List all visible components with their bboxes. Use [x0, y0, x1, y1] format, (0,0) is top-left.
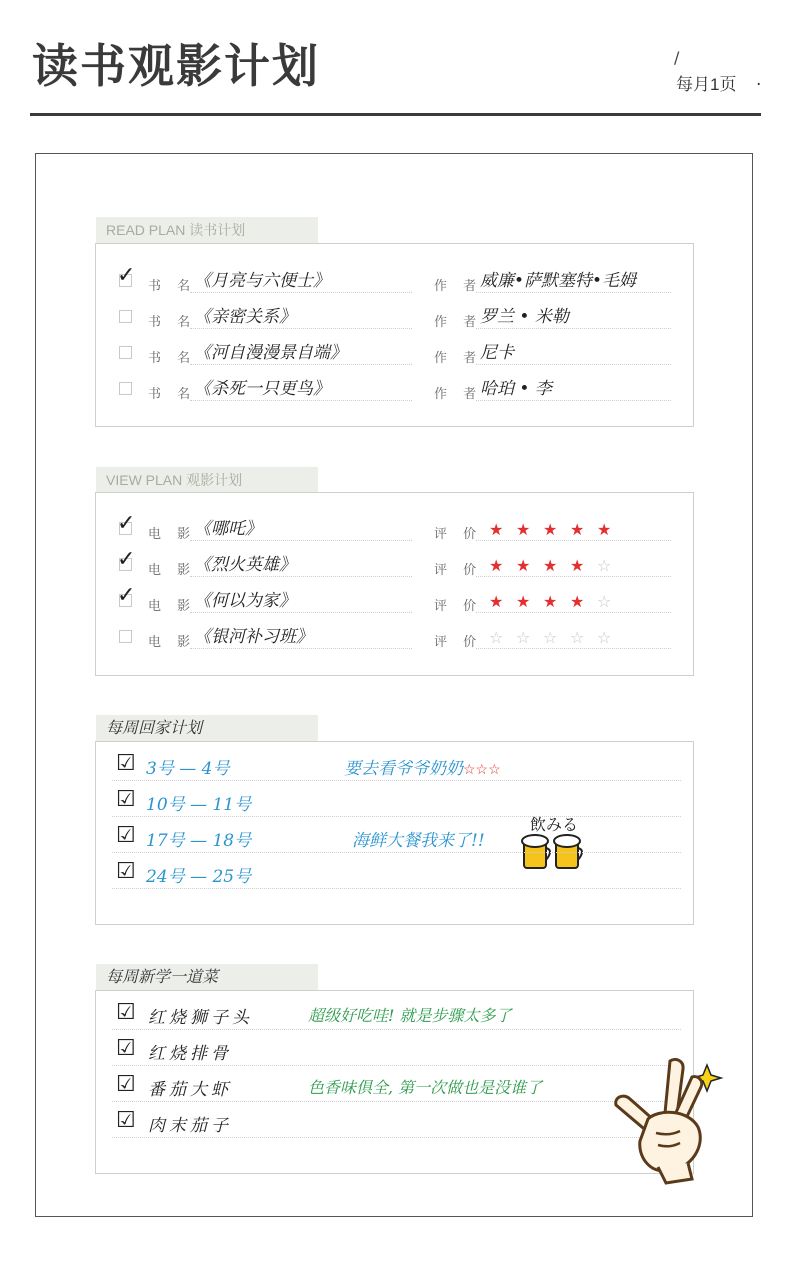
star-icon: ☆☆☆: [463, 762, 501, 778]
star-icon[interactable]: ★: [570, 520, 585, 539]
star-icon[interactable]: ☆: [516, 628, 531, 647]
dotted-underline: [476, 292, 671, 293]
visit-dates: 24号 — 25号: [146, 867, 252, 887]
view-plan-row: [96, 582, 695, 618]
empty-checkbox-icon[interactable]: [119, 310, 132, 323]
star-icon[interactable]: ☆: [597, 628, 612, 647]
peace-sign-hand-icon: [612, 1055, 724, 1185]
star-rating: [489, 520, 624, 538]
view-plan-box: [95, 492, 694, 676]
star-icon[interactable]: ★: [516, 556, 531, 575]
book-title: 《月亮与六便士》: [194, 271, 330, 291]
dotted-underline: [112, 852, 681, 853]
empty-checkbox-icon[interactable]: [119, 382, 132, 395]
visit-note-text: 要去看爷爷奶奶: [344, 759, 463, 779]
read-plan-row: [96, 262, 695, 298]
checkmark-icon[interactable]: ☑: [116, 1000, 136, 1025]
cook-plan-row: [96, 995, 695, 1031]
checkmark-icon: ✓: [117, 583, 136, 608]
movie-field-label: 电 影: [148, 635, 197, 650]
dotted-underline: [476, 576, 671, 577]
movie-title: 《烈火英雄》: [194, 555, 296, 575]
rating-field-label: 评 价: [434, 563, 483, 578]
checkmark-icon[interactable]: ☑: [116, 1108, 136, 1133]
checkmark-icon[interactable]: ☑: [116, 859, 136, 884]
star-icon[interactable]: ★: [543, 520, 558, 539]
dotted-underline: [476, 364, 671, 365]
book-name-field-label: 书 名: [148, 279, 197, 294]
dotted-underline: [112, 1137, 681, 1138]
dotted-underline: [190, 612, 412, 613]
checkmark-icon[interactable]: ☑: [116, 823, 136, 848]
checkmark-icon: ✓: [117, 511, 136, 536]
star-icon[interactable]: ★: [570, 592, 585, 611]
read-plan-row: [96, 370, 695, 406]
read-plan-row: [96, 334, 695, 370]
meta-dot: .: [756, 70, 762, 90]
author-field-label: 作 者: [434, 315, 483, 330]
dish-note: 超级好吃哇! 就是步骤太多了: [308, 1006, 512, 1025]
star-icon[interactable]: ☆: [597, 592, 612, 611]
book-author: 尼卡: [480, 343, 514, 363]
checkmark-icon[interactable]: ☑: [116, 1072, 136, 1097]
visit-note: [344, 754, 501, 779]
dish-note: 色香味俱全, 第一次做也是没谁了: [308, 1078, 543, 1097]
book-title: 《河自漫漫景自端》: [194, 343, 347, 363]
dotted-underline: [190, 576, 412, 577]
star-icon[interactable]: ☆: [543, 628, 558, 647]
dotted-underline: [476, 328, 671, 329]
dotted-underline: [112, 816, 681, 817]
home-plan-row: [96, 818, 695, 854]
book-name-field-label: 书 名: [148, 315, 197, 330]
visit-dates: 10号 — 11号: [146, 795, 252, 815]
star-rating: [489, 556, 624, 574]
dotted-underline: [190, 328, 412, 329]
dotted-underline: [190, 292, 412, 293]
page-title: 读书观影计划: [32, 39, 320, 93]
author-field-label: 作 者: [434, 351, 483, 366]
visit-note: [352, 826, 485, 851]
movie-title: 《银河补习班》: [194, 627, 313, 647]
star-icon[interactable]: ★: [516, 520, 531, 539]
dish-name: 肉末茄子: [148, 1116, 232, 1136]
rating-field-label: 评 价: [434, 599, 483, 614]
visit-dates: 17号 — 18号: [146, 831, 252, 851]
book-title: 《杀死一只更鸟》: [194, 379, 330, 399]
star-icon[interactable]: ★: [543, 556, 558, 575]
movie-field-label: 电 影: [148, 563, 197, 578]
movie-field-label: 电 影: [148, 599, 197, 614]
visit-dates: 3号 — 4号: [146, 759, 230, 779]
author-field-label: 作 者: [434, 387, 483, 402]
read-plan-label: READ PLAN 读书计划: [96, 217, 318, 243]
star-icon[interactable]: ★: [570, 556, 585, 575]
star-icon[interactable]: ★: [516, 592, 531, 611]
star-icon[interactable]: ☆: [489, 628, 504, 647]
dish-name: 红烧排骨: [148, 1044, 232, 1064]
checkmark-icon: ✓: [117, 547, 136, 572]
view-plan-row: [96, 510, 695, 546]
star-rating: [489, 628, 624, 646]
view-plan-label: VIEW PLAN 观影计划: [96, 467, 318, 493]
visit-note-text: 海鲜大餐我来了!!: [352, 831, 485, 851]
book-name-field-label: 书 名: [148, 387, 197, 402]
empty-checkbox-icon[interactable]: [119, 630, 132, 643]
dotted-underline: [476, 648, 671, 649]
home-plan-label: 每周回家计划: [96, 715, 318, 741]
title-divider: [30, 113, 761, 116]
rating-field-label: 评 价: [434, 527, 483, 542]
star-icon[interactable]: ☆: [597, 556, 612, 575]
dotted-underline: [476, 400, 671, 401]
read-plan-row: [96, 298, 695, 334]
dotted-underline: [112, 1101, 681, 1102]
dotted-underline: [112, 1029, 681, 1030]
book-name-field-label: 书 名: [148, 351, 197, 366]
dotted-underline: [190, 648, 412, 649]
home-plan-row: [96, 854, 695, 890]
dish-name: 红烧狮子头: [148, 1008, 253, 1028]
sticker-text: 飲みる: [530, 815, 579, 834]
page-frequency: 每月1页: [676, 75, 737, 94]
author-field-label: 作 者: [434, 279, 483, 294]
star-icon[interactable]: ★: [489, 592, 504, 611]
home-plan-row: [96, 746, 695, 782]
home-plan-box: [95, 741, 694, 925]
dotted-underline: [190, 400, 412, 401]
dotted-underline: [112, 888, 681, 889]
book-author: 哈珀 • 李: [480, 379, 552, 399]
dotted-underline: [112, 1065, 681, 1066]
cook-plan-row: [96, 1067, 695, 1103]
checkmark-icon[interactable]: ☑: [116, 1036, 136, 1061]
dotted-underline: [476, 612, 671, 613]
dotted-underline: [112, 780, 681, 781]
star-rating: [489, 592, 624, 610]
movie-title: 《何以为家》: [194, 591, 296, 611]
read-plan-box: [95, 243, 694, 427]
dotted-underline: [476, 540, 671, 541]
dotted-underline: [190, 364, 412, 365]
cook-plan-row: [96, 1031, 695, 1067]
star-icon[interactable]: ☆: [570, 628, 585, 647]
book-author: 罗兰 • 米勒: [480, 307, 569, 327]
star-icon[interactable]: ★: [489, 556, 504, 575]
dish-name: 番茄大虾: [148, 1080, 232, 1100]
view-plan-row: [96, 618, 695, 654]
cook-plan-box: [95, 990, 694, 1174]
movie-title: 《哪吒》: [194, 519, 262, 539]
star-icon[interactable]: ★: [597, 520, 612, 539]
cook-plan-label: 每周新学一道菜: [96, 964, 318, 990]
checkmark-icon[interactable]: ☑: [116, 787, 136, 812]
checkmark-icon[interactable]: ☑: [116, 751, 136, 776]
rating-field-label: 评 价: [434, 635, 483, 650]
home-plan-row: [96, 782, 695, 818]
dotted-underline: [190, 540, 412, 541]
movie-field-label: 电 影: [148, 527, 197, 542]
meta-slash: /: [674, 48, 680, 67]
book-author: 威廉•萨默塞特•毛姆: [480, 271, 637, 291]
star-icon[interactable]: ★: [543, 592, 558, 611]
empty-checkbox-icon[interactable]: [119, 346, 132, 359]
star-icon[interactable]: ★: [489, 520, 504, 539]
cook-plan-row: [96, 1103, 695, 1139]
book-title: 《亲密关系》: [194, 307, 296, 327]
checkmark-icon: ✓: [117, 263, 136, 288]
view-plan-row: [96, 546, 695, 582]
